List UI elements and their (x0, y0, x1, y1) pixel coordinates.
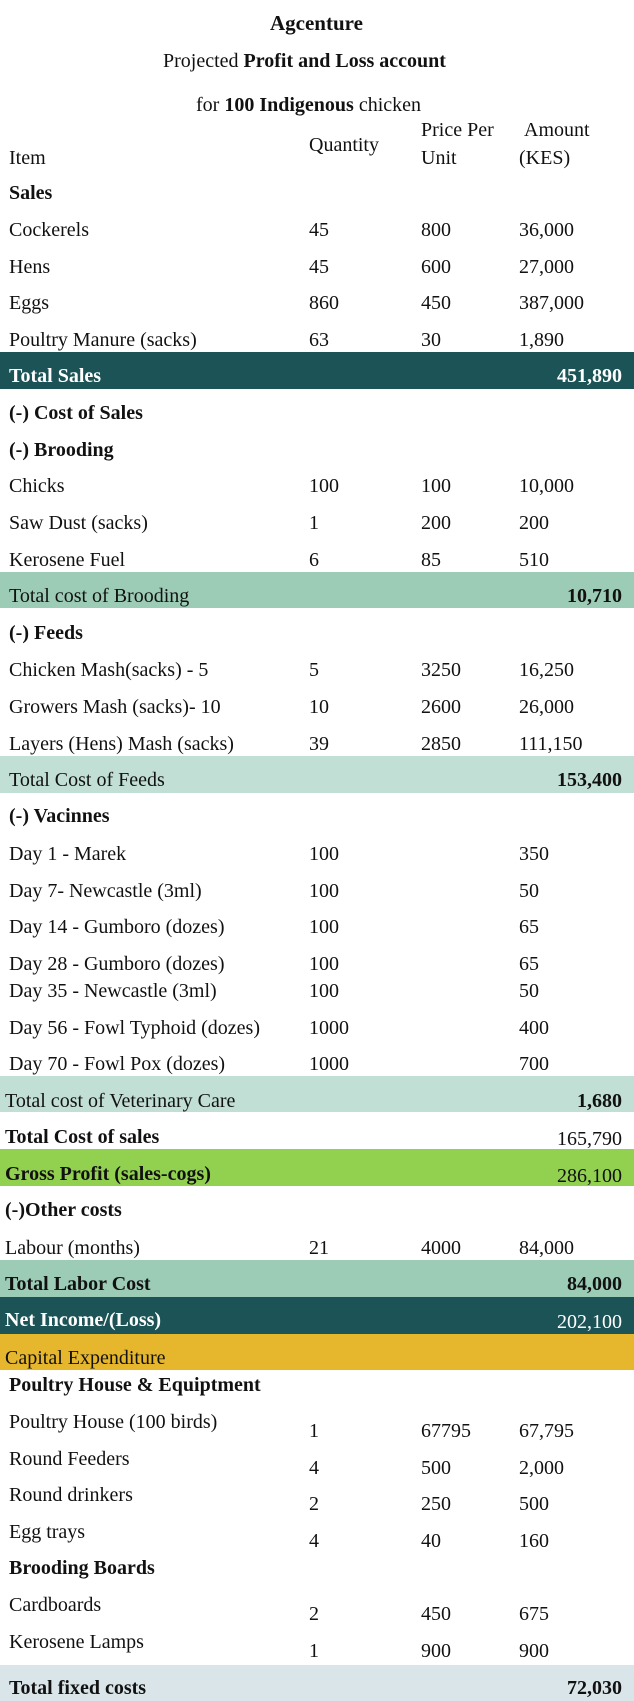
line-item-amount: 1,890 (519, 329, 564, 351)
column-header-amount-line2: (KES) (519, 147, 571, 169)
labor-total-label: Total Labor Cost (5, 1273, 151, 1295)
line-item-quantity: 2 (309, 1603, 319, 1625)
line-item-quantity: 5 (309, 659, 319, 681)
veterinary-total-value: 1,680 (577, 1090, 622, 1112)
column-header-price-line2: Unit (421, 147, 457, 169)
line-item-label: Day 56 - Fowl Typhoid (dozes) (9, 1017, 260, 1039)
section-cost-of-sales: (-) Cost of Sales (9, 402, 143, 424)
line-item-label: Labour (months) (5, 1237, 140, 1259)
line-item-price: 67795 (421, 1420, 471, 1442)
line-item-label: Cockerels (9, 219, 89, 241)
line-item-quantity: 860 (309, 292, 339, 314)
line-item-label: Kerosene Fuel (9, 549, 126, 571)
line-item-price: 600 (421, 256, 451, 278)
line-item-amount: 50 (519, 880, 539, 902)
labor-total-value: 84,000 (567, 1273, 622, 1295)
line-item-amount: 67,795 (519, 1420, 574, 1442)
column-header-price-line1: Price Per (421, 119, 494, 141)
line-item-amount: 36,000 (519, 219, 574, 241)
line-item-label: Day 28 - Gumboro (dozes) (9, 953, 225, 975)
line-item-amount: 65 (519, 953, 539, 975)
column-header-item: Item (9, 147, 46, 169)
line-item-quantity: 100 (309, 880, 339, 902)
column-header-quantity: Quantity (309, 134, 379, 156)
gross-profit-value: 286,100 (557, 1165, 622, 1187)
line-item-price: 450 (421, 292, 451, 314)
line-item-price: 450 (421, 1603, 451, 1625)
line-item-amount: 50 (519, 980, 539, 1002)
brooding-total-value: 10,710 (567, 585, 622, 607)
report-subtitle-prefix: for (196, 94, 225, 116)
line-item-price: 2850 (421, 733, 461, 755)
line-item-amount: 400 (519, 1017, 549, 1039)
line-item-quantity: 10 (309, 696, 329, 718)
company-title: Agcenture (270, 11, 363, 35)
line-item-quantity: 1000 (309, 1017, 349, 1039)
capex-label: Capital Expenditure (5, 1347, 166, 1369)
line-item-amount: 84,000 (519, 1237, 574, 1259)
report-title (163, 50, 446, 73)
fixed-costs-total-label: Total fixed costs (9, 1677, 147, 1699)
line-item-quantity: 1 (309, 1640, 319, 1662)
line-item-amount: 500 (519, 1493, 549, 1515)
net-income-value: 202,100 (557, 1311, 622, 1333)
section-other-costs: (-)Other costs (5, 1199, 122, 1221)
line-item-quantity: 100 (309, 953, 339, 975)
line-item-amount: 510 (519, 549, 549, 571)
line-item-price: 2600 (421, 696, 461, 718)
line-item-quantity: 6 (309, 549, 319, 571)
line-item-quantity: 21 (309, 1237, 329, 1259)
line-item-quantity: 2 (309, 1493, 319, 1515)
line-item-price: 40 (421, 1530, 441, 1552)
line-item-amount: 10,000 (519, 475, 574, 497)
line-item-amount: 2,000 (519, 1457, 564, 1479)
line-item-amount: 27,000 (519, 256, 574, 278)
line-item-label: Saw Dust (sacks) (9, 512, 148, 534)
total-cost-of-sales-label: Total Cost of sales (5, 1126, 160, 1148)
line-item-label: Kerosene Lamps (9, 1631, 144, 1653)
section-feeds: (-) Feeds (9, 622, 83, 644)
total-sales-label: Total Sales (9, 365, 102, 387)
fixed-costs-total-value: 72,030 (567, 1677, 622, 1699)
feeds-total-label: Total Cost of Feeds (9, 769, 165, 791)
line-item-quantity: 1000 (309, 1053, 349, 1075)
total-cost-of-sales-value: 165,790 (557, 1128, 622, 1150)
line-item-price: 800 (421, 219, 451, 241)
section-vaccines: (-) Vacinnes (9, 805, 110, 827)
line-item-label: Eggs (9, 292, 49, 314)
line-item-quantity: 45 (309, 256, 329, 278)
line-item-price: 85 (421, 549, 441, 571)
column-header-amount-line1: Amount (524, 119, 590, 141)
line-item-quantity: 39 (309, 733, 329, 755)
report-subtitle-bold: 100 Indigenous (224, 94, 354, 116)
line-item-amount: 350 (519, 843, 549, 865)
net-income-label: Net Income/(Loss) (5, 1309, 162, 1331)
line-item-label: Hens (9, 256, 51, 278)
line-item-quantity: 63 (309, 329, 329, 351)
line-item-label: Egg trays (9, 1521, 86, 1543)
brooding-total-label: Total cost of Brooding (9, 585, 190, 607)
line-item-label: Chicks (9, 475, 65, 497)
line-item-amount: 65 (519, 916, 539, 938)
section-poultry-house: Poultry House & Equiptment (9, 1374, 261, 1396)
line-item-label: Day 14 - Gumboro (dozes) (9, 916, 225, 938)
line-item-quantity: 4 (309, 1530, 319, 1552)
line-item-label: Layers (Hens) Mash (sacks) (9, 733, 234, 755)
line-item-quantity: 100 (309, 980, 339, 1002)
line-item-quantity: 1 (309, 1420, 319, 1442)
section-brooding-boards: Brooding Boards (9, 1557, 155, 1579)
line-item-price: 30 (421, 329, 441, 351)
line-item-price: 3250 (421, 659, 461, 681)
line-item-amount: 16,250 (519, 659, 574, 681)
line-item-label: Poultry House (100 birds) (9, 1411, 218, 1433)
line-item-label: Cardboards (9, 1594, 102, 1616)
line-item-quantity: 1 (309, 512, 319, 534)
line-item-label: Poultry Manure (sacks) (9, 329, 197, 351)
feeds-total-value: 153,400 (557, 769, 622, 791)
line-item-amount: 700 (519, 1053, 549, 1075)
line-item-label: Day 7- Newcastle (3ml) (9, 880, 202, 902)
line-item-amount: 160 (519, 1530, 549, 1552)
line-item-label: Day 70 - Fowl Pox (dozes) (9, 1053, 226, 1075)
line-item-amount: 675 (519, 1603, 549, 1625)
total-sales-value: 451,890 (557, 365, 622, 387)
line-item-price: 100 (421, 475, 451, 497)
line-item-label: Day 1 - Marek (9, 843, 127, 865)
veterinary-total-label: Total cost of Veterinary Care (5, 1090, 236, 1112)
line-item-amount: 387,000 (519, 292, 584, 314)
line-item-price: 4000 (421, 1237, 461, 1259)
line-item-quantity: 100 (309, 916, 339, 938)
line-item-quantity: 100 (309, 843, 339, 865)
line-item-label: Growers Mash (sacks)- 10 (9, 696, 221, 718)
report-subtitle-suffix: chicken (353, 94, 422, 116)
line-item-price: 250 (421, 1493, 451, 1515)
line-item-price: 500 (421, 1457, 451, 1479)
gross-profit-label: Gross Profit (sales-cogs) (5, 1163, 211, 1185)
report-title-prefix: Projected (163, 50, 244, 72)
report-title-bold: Profit and Loss account (243, 50, 446, 72)
line-item-label: Round Feeders (9, 1448, 130, 1470)
line-item-label: Round drinkers (9, 1484, 133, 1506)
line-item-quantity: 45 (309, 219, 329, 241)
report-subtitle (196, 94, 421, 117)
line-item-label: Chicken Mash(sacks) - 5 (9, 659, 209, 681)
line-item-amount: 900 (519, 1640, 549, 1662)
line-item-amount: 26,000 (519, 696, 574, 718)
line-item-amount: 111,150 (519, 733, 583, 755)
section-sales: Sales (9, 182, 53, 204)
line-item-quantity: 4 (309, 1457, 319, 1479)
section-brooding: (-) Brooding (9, 439, 114, 461)
line-item-price: 900 (421, 1640, 451, 1662)
line-item-amount: 200 (519, 512, 549, 534)
line-item-price: 200 (421, 512, 451, 534)
line-item-quantity: 100 (309, 475, 339, 497)
line-item-label: Day 35 - Newcastle (3ml) (9, 980, 217, 1002)
